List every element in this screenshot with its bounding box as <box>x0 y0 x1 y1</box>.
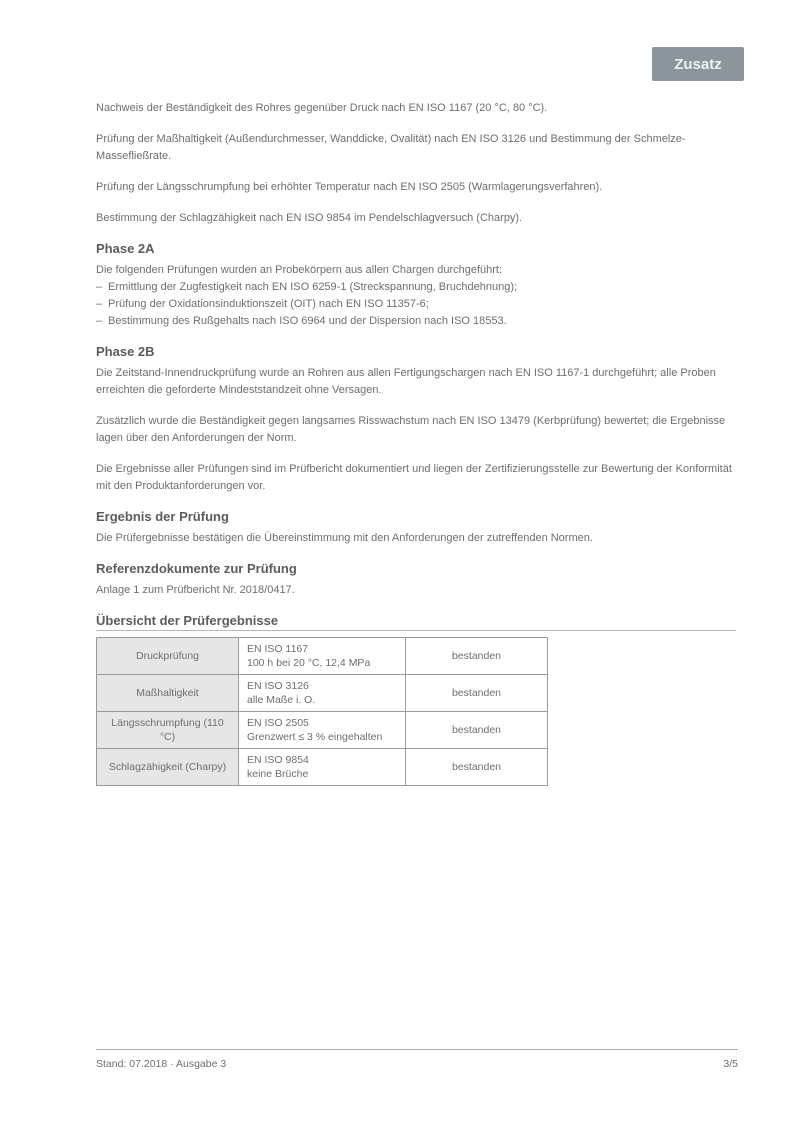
section-heading: Ergebnis der Prüfung <box>96 509 229 524</box>
table-row <box>97 749 548 786</box>
page-footer <box>96 1049 738 1070</box>
spec-line: EN ISO 1167 <box>247 643 309 655</box>
bullet-list <box>96 279 736 330</box>
row-label: Maßhaltigkeit <box>97 675 239 712</box>
row-result: bestanden <box>406 675 548 712</box>
spec-line: alle Maße i. O. <box>247 694 316 706</box>
spec-line: EN ISO 9854 <box>247 754 309 766</box>
paragraph: Die Ergebnisse aller Prüfungen sind im Prüfbericht dokumentiert und liegen der Zertifizierungsstelle zur Bewertung der Konformität mit den Produktanforderungen vor. <box>96 463 732 492</box>
row-spec <box>239 712 406 749</box>
paragraph: Nachweis der Beständigkeit des Rohres gegenüber Druck nach EN ISO 1167 (20 °C, 80 °C). <box>96 102 548 114</box>
spec-line: Grenzwert ≤ 3 % eingehalten <box>247 731 383 743</box>
table-row <box>97 638 548 675</box>
document-badge: Zusatz <box>652 47 744 81</box>
paragraph: Die Prüfergebnisse bestätigen die Übereinstimmung mit den Anforderungen der zutreffenden Normen. <box>96 532 593 544</box>
results-table <box>96 637 548 786</box>
table-heading: Übersicht der Prüfergebnisse <box>96 613 279 628</box>
paragraph: Bestimmung der Schlagzähigkeit nach EN ISO 9854 im Pendelschlagversuch (Charpy). <box>96 212 523 224</box>
table-row <box>97 675 548 712</box>
spec-line: 100 h bei 20 °C, 12,4 MPa <box>247 657 371 669</box>
paragraph: Prüfung der Längsschrumpfung bei erhöhter Temperatur nach EN ISO 2505 (Warmlagerungsverfahren). <box>96 181 603 193</box>
spec-line: keine Brüche <box>247 768 309 780</box>
section-intro: Die folgenden Prüfungen wurden an Probekörpern aus allen Chargen durchgeführt: <box>96 264 503 276</box>
row-label: Längsschrumpfung (110 °C) <box>97 712 239 749</box>
spec-line: EN ISO 3126 <box>247 680 309 692</box>
section-heading: Referenzdokumente zur Prüfung <box>96 561 297 576</box>
row-spec <box>239 749 406 786</box>
table-row <box>97 712 548 749</box>
list-item: – Ermittlung der Zugfestigkeit nach EN ISO 6259-1 (Streckspannung, Bruchdehnung); <box>96 279 736 296</box>
row-label: Schlagzähigkeit (Charpy) <box>97 749 239 786</box>
section-heading: Phase 2A <box>96 241 155 256</box>
list-item: – Prüfung der Oxidationsinduktionszeit (OIT) nach EN ISO 11357-6; <box>96 296 736 313</box>
divider <box>96 630 736 631</box>
section-heading: Phase 2B <box>96 344 155 359</box>
page-number: 3/5 <box>723 1058 738 1070</box>
row-result: bestanden <box>406 712 548 749</box>
spec-line: EN ISO 2505 <box>247 717 309 729</box>
footer-edition: Stand: 07.2018 · Ausgabe 3 <box>96 1058 227 1070</box>
list-item: – Bestimmung des Rußgehalts nach ISO 6964 und der Dispersion nach ISO 18553. <box>96 313 736 330</box>
document-body <box>96 100 736 786</box>
row-label: Druckprüfung <box>97 638 239 675</box>
paragraph: Zusätzlich wurde die Beständigkeit gegen langsames Risswachstum nach EN ISO 13479 (Kerbprüfung) bewertet; die Ergebnisse lagen über den Anforderungen der Norm. <box>96 415 726 444</box>
paragraph: Anlage 1 zum Prüfbericht Nr. 2018/0417. <box>96 584 295 596</box>
paragraph: Prüfung der Maßhaltigkeit (Außendurchmesser, Wanddicke, Ovalität) nach EN ISO 3126 und Bestimmung der Schmelze-Massefließrate. <box>96 133 686 162</box>
row-spec <box>239 675 406 712</box>
paragraph: Die Zeitstand-Innendruckprüfung wurde an Rohren aus allen Fertigungschargen nach EN ISO 1167-1 durchgeführt; alle Proben erreichten die geforderte Mindeststandzeit ohne Versagen. <box>96 367 716 396</box>
row-spec <box>239 638 406 675</box>
row-result: bestanden <box>406 749 548 786</box>
row-result: bestanden <box>406 638 548 675</box>
